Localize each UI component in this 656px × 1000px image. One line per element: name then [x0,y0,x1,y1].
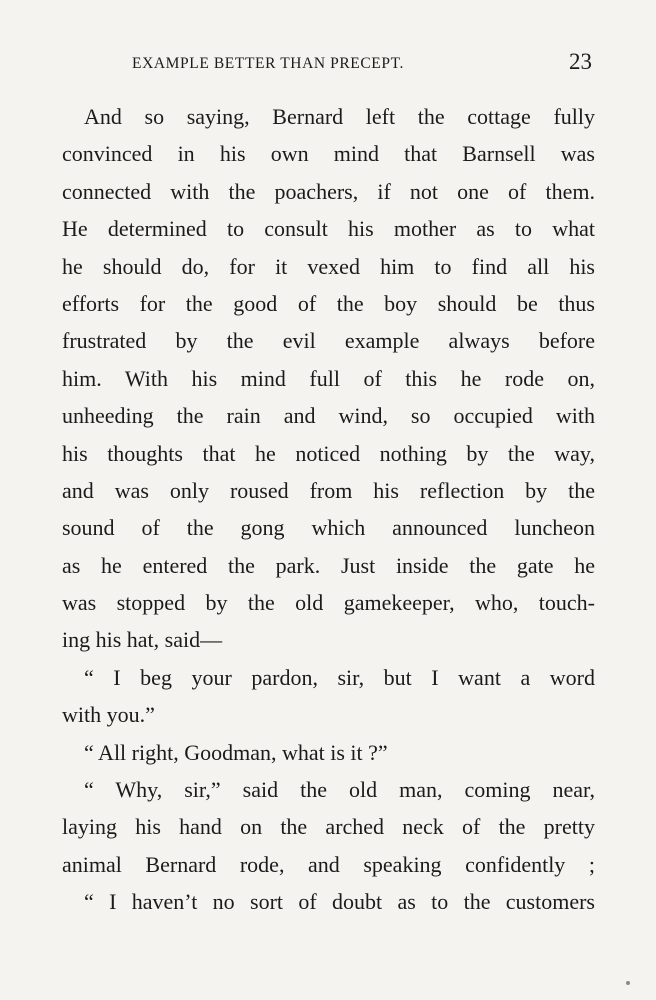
text-line: “ Why, sir,” said the old man, coming near, [62,777,595,803]
text-line: unheeding the rain and wind, so occupied with [62,403,595,429]
text-line: him. With his mind full of this he rode on, [62,365,595,391]
text-line: “ I haven’t no sort of doubt as to the customers [62,889,595,915]
text-line: And so saying, Bernard left the cottage fully [62,104,595,129]
text-line: “ I beg your pardon, sir, but I want a word [62,664,595,690]
text-line: his thoughts that he noticed nothing by the way, [62,440,595,466]
page-header [120,50,592,74]
text-line: he should do, for it vexed him to find all his [62,253,595,279]
text-line: as he entered the park. Just inside the gate he [62,552,595,578]
text-line: ing his hat, said— [62,627,223,653]
page-number: 23 [569,49,592,74]
running-title: EXAMPLE BETTER THAN PRECEPT. [132,55,404,72]
text-line: and was only roused from his reflection by the [62,477,595,503]
text-line: sound of the gong which announced luncheon [62,515,595,541]
text-line: animal Bernard rode, and speaking confidently ; [62,851,595,877]
text-line: frustrated by the evil example always before [62,328,595,354]
text-line: He determined to consult his mother as to what [62,216,595,242]
body-text [62,98,595,921]
text-line: convinced in his own mind that Barnsell was [62,141,595,167]
paper-speck [626,981,630,985]
text-line: laying his hand on the arched neck of the pretty [62,814,595,840]
text-line: efforts for the good of the boy should be thus [62,290,595,316]
text-line: connected with the poachers, if not one of them. [62,178,595,204]
text-line: was stopped by the old gamekeeper, who, touch- [62,590,595,616]
text-line: with you.” [62,702,155,728]
text-line: “ All right, Goodman, what is it ?” [62,739,388,765]
